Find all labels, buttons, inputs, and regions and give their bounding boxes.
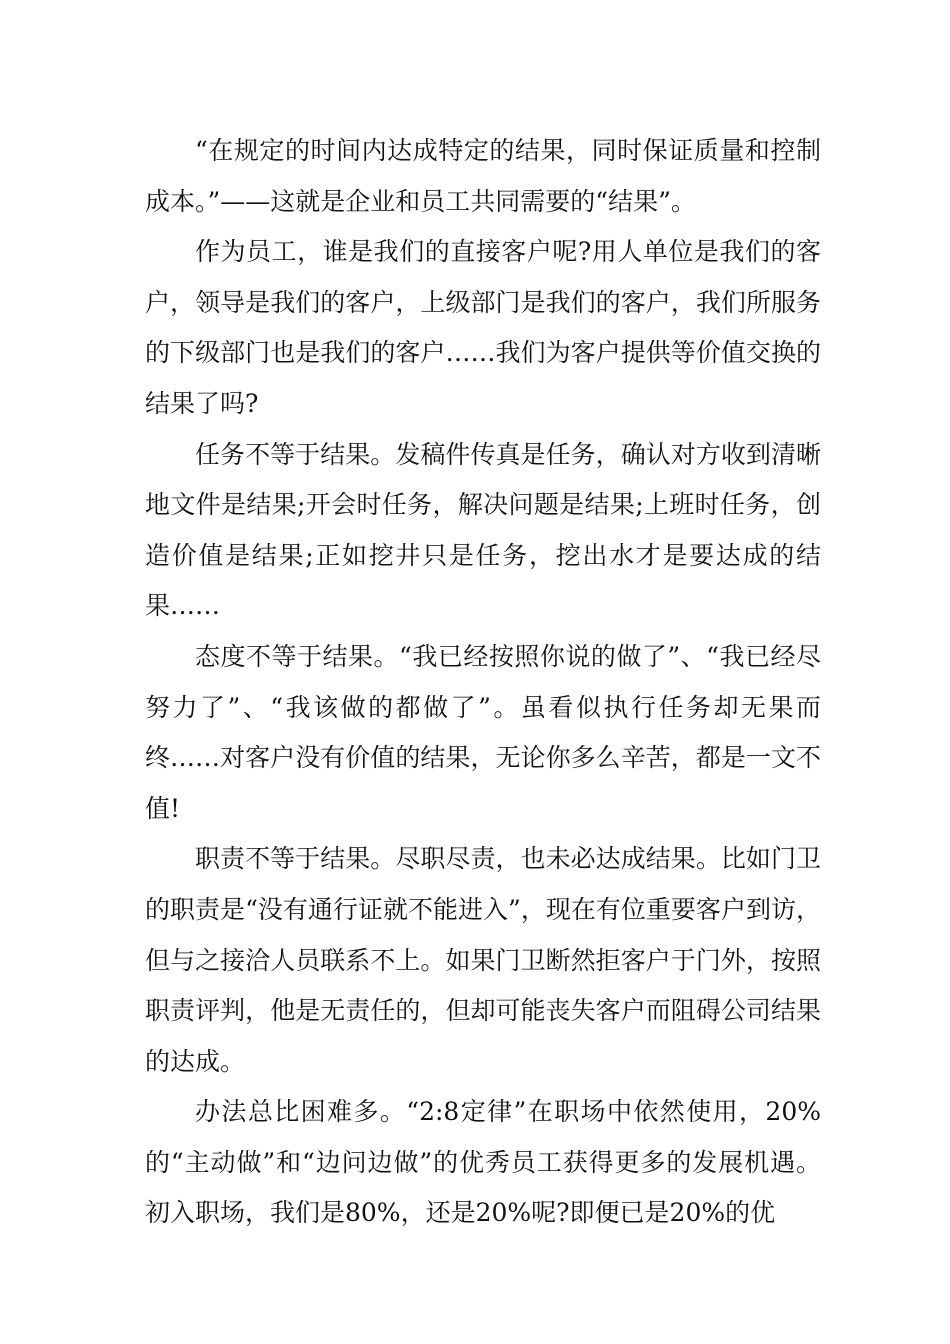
paragraph-2: 作为员工，谁是我们的直接客户呢?用人单位是我们的客户，领导是我们的客户，上级部门是我们的客户，我们所服务的下级部门也是我们的客户……我们为客户提供等价值交换的结果了吗? <box>145 237 821 418</box>
document-body <box>145 126 821 1239</box>
paragraph-5: 职责不等于结果。尽职尽责，也未必达成结果。比如门卫的职责是“没有通行证就不能进入”，现在有位重要客户到访，但与之接洽人员联系不上。如果门卫断然拒客户于门外，按照职责评判，他是无责任的，但却可能丧失客户而阻碍公司结果的达成。 <box>145 844 821 1076</box>
paragraph-6: 办法总比困难多。“2:8定律”在职场中依然使用，20%的“主动做”和“边问边做”的优秀员工获得更多的发展机遇。初入职场，我们是80%，还是20%呢?即便已是20%的优 <box>145 1097 821 1228</box>
paragraph-1: “在规定的时间内达成特定的结果，同时保证质量和控制成本。”——这就是企业和员工共同需要的“结果”。 <box>145 136 821 216</box>
paragraph-3: 任务不等于结果。发稿件传真是任务，确认对方收到清晰地文件是结果;开会时任务，解决问题是结果;上班时任务，创造价值是结果;正如挖井只是任务，挖出水才是要达成的结果…… <box>145 439 821 621</box>
paragraph-4: 态度不等于结果。“我已经按照你说的做了”、“我已经尽努力了”、“我该做的都做了”。虽看似执行任务却无果而终……对客户没有价值的结果，无论你多么辛苦，都是一文不值! <box>145 641 821 823</box>
